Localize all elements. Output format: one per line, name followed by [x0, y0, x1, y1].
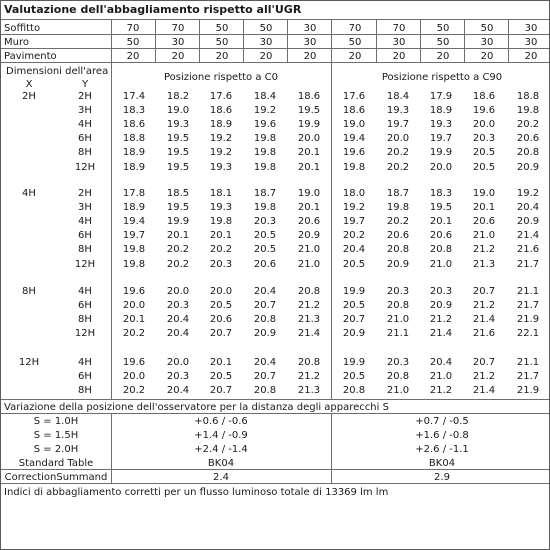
ugr-value-c90: 21.9	[516, 385, 540, 397]
ugr-value-c0: 19.8	[122, 258, 146, 270]
reflectance-value: 20	[392, 51, 406, 62]
grid-line-v	[420, 19, 421, 62]
ugr-value-c90: 20.3	[429, 286, 453, 297]
reflectance-value: 70	[348, 23, 362, 34]
footer-note: Indici di abbagliamento corretti per un flusso luminoso totale di 13369 lm lm	[4, 487, 389, 498]
ugr-value-c90: 19.7	[429, 133, 453, 145]
ugr-value-c90: 21.2	[472, 244, 496, 256]
ugr-value-c0: 20.4	[166, 385, 190, 397]
grid-line-v	[111, 62, 112, 399]
ugr-value-c0: 20.8	[297, 357, 321, 368]
ugr-value-c0: 20.1	[297, 202, 321, 214]
ugr-value-c0: 20.8	[297, 286, 321, 297]
ugr-value-c90: 18.4	[386, 91, 410, 102]
grid-line-v	[199, 19, 200, 62]
ugr-value-c0: 20.1	[297, 161, 321, 173]
ugr-value-c0: 19.6	[253, 119, 277, 131]
standard-table-c90: BK04	[428, 458, 456, 469]
group-x-label: 12H	[18, 357, 40, 368]
ugr-value-c90: 21.2	[429, 314, 453, 326]
ugr-value-c90: 21.0	[386, 314, 410, 326]
ugr-value-c90: 20.4	[429, 357, 453, 368]
ugr-value-c90: 20.7	[472, 357, 496, 368]
ugr-value-c0: 19.5	[297, 105, 321, 117]
ugr-value-c90: 20.4	[342, 244, 366, 256]
reflectance-label: Pavimento	[4, 51, 57, 62]
reflectance-value: 20	[215, 51, 229, 62]
ugr-value-c90: 18.0	[342, 188, 366, 199]
ugr-value-c0: 20.5	[253, 230, 277, 242]
ugr-value-c0: 20.7	[253, 300, 277, 312]
ugr-value-c0: 21.4	[297, 328, 321, 340]
reflectance-value: 20	[480, 51, 494, 62]
ugr-value-c0: 18.9	[122, 202, 146, 214]
ugr-value-c90: 20.2	[386, 216, 410, 228]
ugr-value-c90: 20.6	[386, 230, 410, 242]
ugr-value-c90: 21.4	[429, 328, 453, 340]
grid-line-v	[376, 19, 377, 62]
ugr-value-c90: 19.4	[342, 133, 366, 145]
ugr-value-c90: 21.6	[516, 244, 540, 256]
ugr-value-c0: 21.3	[297, 385, 321, 397]
grid-line-v	[331, 413, 332, 483]
ugr-value-c0: 20.0	[166, 286, 190, 297]
ugr-value-c0: 19.8	[253, 202, 277, 214]
variation-c90: +0.7 / -0.5	[415, 416, 469, 427]
reflectance-label: Soffitto	[4, 23, 41, 34]
ugr-value-c90: 20.8	[386, 300, 410, 312]
ugr-value-c0: 19.8	[253, 161, 277, 173]
ugr-value-c0: 20.7	[209, 385, 233, 397]
ugr-value-c0: 20.2	[209, 244, 233, 256]
grid-line-h	[1, 413, 549, 414]
ugr-value-c90: 20.8	[516, 147, 540, 159]
grid-line-v	[111, 413, 112, 483]
ugr-value-c90: 21.2	[472, 300, 496, 312]
ugr-value-c0: 20.0	[297, 133, 321, 145]
ugr-value-c0: 21.0	[297, 244, 321, 256]
ugr-value-c90: 20.9	[386, 258, 410, 270]
ugr-value-c90: 19.2	[342, 202, 366, 214]
ugr-value-c90: 21.0	[472, 230, 496, 242]
ugr-value-c90: 20.6	[516, 133, 540, 145]
ugr-value-c0: 20.0	[209, 286, 233, 297]
ugr-value-c0: 20.6	[209, 314, 233, 326]
ugr-value-c0: 20.3	[166, 300, 190, 312]
ugr-value-c0: 17.6	[209, 91, 233, 102]
row-y-label: 6H	[78, 133, 92, 145]
ugr-value-c0: 20.1	[166, 230, 190, 242]
grid-line-v	[331, 19, 332, 62]
ugr-value-c0: 20.2	[166, 258, 190, 270]
row-y-label: 6H	[78, 230, 92, 242]
ugr-value-c0: 21.2	[297, 300, 321, 312]
ugr-value-c90: 20.9	[342, 328, 366, 340]
row-y-label: 8H	[78, 314, 92, 326]
ugr-value-c0: 19.5	[166, 133, 190, 145]
ugr-value-c90: 20.2	[342, 230, 366, 242]
ugr-value-c0: 19.9	[166, 216, 190, 228]
ugr-value-c0: 20.0	[122, 371, 146, 383]
group-x-label: 2H	[22, 91, 36, 102]
ugr-value-c0: 20.8	[253, 385, 277, 397]
ugr-value-c0: 20.4	[166, 328, 190, 340]
ugr-value-c0: 19.0	[297, 188, 321, 199]
ugr-value-c0: 18.5	[166, 188, 190, 199]
ugr-value-c90: 21.3	[472, 258, 496, 270]
ugr-value-c90: 19.8	[386, 202, 410, 214]
area-dimensions-label: Dimensioni dell'area	[6, 66, 109, 77]
x-axis-label: X	[25, 79, 33, 90]
reflectance-value: 20	[126, 51, 140, 62]
ugr-value-c90: 19.0	[472, 188, 496, 199]
variation-c0: +2.4 / -1.4	[194, 444, 248, 455]
variation-c0: +0.6 / -0.6	[194, 416, 248, 427]
ugr-value-c0: 19.5	[166, 161, 190, 173]
spacing-label: S = 1.0H	[33, 416, 79, 427]
ugr-value-c90: 20.0	[429, 161, 453, 173]
reflectance-value: 30	[171, 37, 185, 48]
ugr-value-c90: 19.2	[516, 188, 540, 199]
ugr-value-c0: 20.3	[253, 216, 277, 228]
c90-position-label: Posizione rispetto a C90	[381, 72, 503, 83]
grid-line-h	[1, 48, 549, 49]
y-axis-label: Y	[81, 79, 89, 90]
ugr-value-c0: 21.3	[297, 314, 321, 326]
grid-line-v	[508, 19, 509, 62]
ugr-value-c90: 20.9	[516, 216, 540, 228]
row-y-label: 12H	[74, 258, 96, 270]
ugr-value-c90: 21.7	[516, 258, 540, 270]
grid-line-v	[331, 62, 332, 399]
grid-line-v	[464, 19, 465, 62]
ugr-value-c0: 20.4	[253, 286, 277, 297]
row-y-label: 4H	[78, 286, 92, 297]
ugr-value-c90: 20.9	[429, 300, 453, 312]
ugr-value-c0: 20.9	[253, 328, 277, 340]
ugr-value-c90: 19.7	[342, 216, 366, 228]
row-y-label: 3H	[78, 202, 92, 214]
row-y-label: 12H	[74, 328, 96, 340]
ugr-value-c90: 21.4	[472, 385, 496, 397]
grid-line-v	[111, 19, 112, 62]
row-y-label: 8H	[78, 385, 92, 397]
reflectance-value: 50	[480, 23, 494, 34]
ugr-value-c90: 20.0	[386, 133, 410, 145]
row-y-label: 2H	[78, 91, 92, 102]
reflectance-value: 50	[348, 37, 362, 48]
ugr-value-c0: 18.6	[209, 105, 233, 117]
ugr-value-c0: 18.6	[122, 119, 146, 131]
reflectance-value: 70	[126, 23, 140, 34]
ugr-value-c90: 21.4	[472, 314, 496, 326]
ugr-value-c90: 19.7	[386, 119, 410, 131]
ugr-value-c0: 19.9	[297, 119, 321, 131]
reflectance-value: 30	[392, 37, 406, 48]
ugr-value-c90: 20.1	[472, 202, 496, 214]
ugr-value-c0: 20.7	[253, 371, 277, 383]
ugr-value-c90: 19.9	[429, 147, 453, 159]
reflectance-value: 20	[524, 51, 538, 62]
ugr-value-c0: 20.4	[166, 314, 190, 326]
standard-table-c0: BK04	[207, 458, 235, 469]
ugr-value-c0: 20.6	[297, 216, 321, 228]
ugr-value-c90: 20.6	[472, 216, 496, 228]
grid-line-v	[287, 19, 288, 62]
ugr-value-c0: 19.2	[253, 105, 277, 117]
reflectance-label: Muro	[4, 37, 29, 48]
spacing-label: S = 2.0H	[33, 444, 79, 455]
ugr-value-c90: 21.6	[472, 328, 496, 340]
ugr-value-c0: 20.9	[297, 230, 321, 242]
ugr-value-c0: 18.2	[166, 91, 190, 102]
ugr-value-c0: 19.8	[253, 147, 277, 159]
reflectance-value: 20	[259, 51, 273, 62]
reflectance-value: 30	[303, 37, 317, 48]
ugr-value-c0: 20.0	[166, 357, 190, 368]
grid-line-v	[155, 19, 156, 62]
ugr-value-c90: 19.5	[429, 202, 453, 214]
ugr-value-c0: 20.5	[209, 371, 233, 383]
ugr-value-c90: 19.9	[342, 286, 366, 297]
ugr-value-c90: 20.8	[386, 244, 410, 256]
ugr-value-c90: 18.9	[429, 105, 453, 117]
ugr-value-c90: 19.6	[342, 147, 366, 159]
correction-summand-c90: 2.9	[434, 472, 450, 483]
ugr-value-c0: 20.1	[209, 230, 233, 242]
row-y-label: 8H	[78, 147, 92, 159]
ugr-value-c0: 20.2	[122, 328, 146, 340]
reflectance-value: 30	[259, 37, 273, 48]
ugr-value-c90: 20.5	[342, 258, 366, 270]
ugr-value-c90: 21.7	[516, 300, 540, 312]
ugr-value-c90: 20.5	[342, 300, 366, 312]
variation-label: Variazione della posizione dell'osservatore per la distanza degli apparecchi S	[4, 402, 389, 413]
ugr-value-c90: 19.3	[429, 119, 453, 131]
ugr-value-c0: 20.5	[253, 244, 277, 256]
ugr-value-c0: 19.8	[253, 133, 277, 145]
ugr-value-c0: 18.1	[209, 188, 233, 199]
ugr-value-c0: 20.3	[209, 258, 233, 270]
row-y-label: 8H	[78, 244, 92, 256]
ugr-value-c0: 19.6	[122, 286, 146, 297]
reflectance-value: 50	[436, 23, 450, 34]
ugr-value-c0: 17.8	[122, 188, 146, 199]
row-y-label: 6H	[78, 300, 92, 312]
ugr-value-c0: 19.2	[209, 147, 233, 159]
ugr-value-c90: 21.4	[516, 230, 540, 242]
ugr-value-c0: 20.1	[122, 314, 146, 326]
ugr-value-c90: 19.3	[386, 105, 410, 117]
ugr-value-c0: 19.8	[122, 244, 146, 256]
ugr-value-c90: 20.1	[429, 216, 453, 228]
ugr-value-c0: 18.7	[253, 188, 277, 199]
ugr-value-c0: 20.0	[122, 300, 146, 312]
ugr-value-c90: 19.8	[516, 105, 540, 117]
ugr-value-c0: 21.2	[297, 371, 321, 383]
reflectance-value: 30	[480, 37, 494, 48]
ugr-value-c90: 19.6	[472, 105, 496, 117]
ugr-value-c0: 20.8	[253, 314, 277, 326]
ugr-value-c90: 21.2	[429, 385, 453, 397]
ugr-value-c0: 20.2	[122, 385, 146, 397]
ugr-value-c0: 19.0	[166, 105, 190, 117]
ugr-value-c90: 21.0	[429, 371, 453, 383]
table-title: Valutazione dell'abbagliamento rispetto all'UGR	[4, 3, 302, 16]
ugr-value-c90: 20.5	[342, 371, 366, 383]
reflectance-value: 20	[348, 51, 362, 62]
spacing-label: S = 1.5H	[33, 430, 79, 441]
group-x-label: 8H	[22, 286, 36, 297]
row-y-label: 3H	[78, 105, 92, 117]
ugr-value-c90: 20.8	[429, 244, 453, 256]
grid-line-v	[243, 19, 244, 62]
ugr-value-c0: 20.2	[166, 244, 190, 256]
ugr-value-c0: 18.9	[122, 147, 146, 159]
row-y-label: 6H	[78, 371, 92, 383]
grid-line-h	[1, 62, 549, 63]
ugr-value-c0: 20.1	[297, 147, 321, 159]
ugr-value-c90: 20.8	[342, 385, 366, 397]
ugr-value-c90: 17.6	[342, 91, 366, 102]
ugr-value-c90: 20.2	[386, 147, 410, 159]
ugr-value-c90: 18.7	[386, 188, 410, 199]
ugr-value-c0: 21.0	[297, 258, 321, 270]
ugr-value-c0: 18.6	[297, 91, 321, 102]
grid-line-h	[1, 469, 549, 470]
ugr-value-c90: 20.7	[472, 286, 496, 297]
ugr-value-c0: 19.3	[209, 202, 233, 214]
ugr-value-c90: 21.9	[516, 314, 540, 326]
ugr-value-c0: 19.5	[166, 202, 190, 214]
grid-line-h	[1, 483, 549, 484]
ugr-value-c0: 20.7	[209, 328, 233, 340]
reflectance-value: 50	[215, 23, 229, 34]
ugr-value-c0: 19.6	[122, 357, 146, 368]
row-y-label: 4H	[78, 357, 92, 368]
ugr-value-c90: 21.0	[429, 258, 453, 270]
grid-line-h	[1, 19, 549, 20]
correction-summand-label: CorrectionSummand	[4, 472, 108, 483]
ugr-value-c90: 19.8	[342, 161, 366, 173]
ugr-value-c0: 19.2	[209, 133, 233, 145]
ugr-value-c90: 18.6	[342, 105, 366, 117]
ugr-value-c90: 20.2	[516, 119, 540, 131]
ugr-value-c90: 18.6	[472, 91, 496, 102]
row-y-label: 12H	[74, 161, 96, 173]
ugr-value-c0: 18.9	[209, 119, 233, 131]
reflectance-value: 30	[303, 23, 317, 34]
ugr-value-c0: 20.5	[209, 300, 233, 312]
ugr-value-c90: 21.1	[516, 286, 540, 297]
ugr-value-c0: 19.5	[166, 147, 190, 159]
c0-position-label: Posizione rispetto a C0	[164, 72, 278, 83]
variation-c90: +1.6 / -0.8	[415, 430, 469, 441]
reflectance-value: 30	[524, 37, 538, 48]
ugr-value-c90: 20.5	[472, 147, 496, 159]
ugr-value-c90: 20.7	[342, 314, 366, 326]
ugr-value-c90: 20.4	[516, 202, 540, 214]
ugr-value-c0: 17.4	[122, 91, 146, 102]
ugr-value-c90: 19.0	[342, 119, 366, 131]
ugr-value-c0: 18.3	[122, 105, 146, 117]
group-x-label: 4H	[22, 188, 36, 199]
ugr-value-c90: 20.0	[472, 119, 496, 131]
ugr-value-c0: 20.6	[253, 258, 277, 270]
ugr-value-c0: 18.4	[253, 91, 277, 102]
variation-c90: +2.6 / -1.1	[415, 444, 469, 455]
ugr-value-c0: 20.1	[209, 357, 233, 368]
ugr-value-c90: 18.8	[516, 91, 540, 102]
ugr-value-c90: 20.8	[386, 371, 410, 383]
ugr-value-c0: 18.8	[122, 133, 146, 145]
ugr-value-c0: 20.3	[166, 371, 190, 383]
variation-c0: +1.4 / -0.9	[194, 430, 248, 441]
ugr-value-c0: 19.3	[166, 119, 190, 131]
reflectance-value: 50	[126, 37, 140, 48]
row-y-label: 4H	[78, 119, 92, 131]
ugr-value-c0: 18.9	[122, 161, 146, 173]
reflectance-value: 50	[215, 37, 229, 48]
ugr-value-c0: 19.3	[209, 161, 233, 173]
reflectance-value: 20	[303, 51, 317, 62]
ugr-value-c90: 20.2	[386, 161, 410, 173]
correction-summand-c0: 2.4	[213, 472, 229, 483]
reflectance-value: 50	[436, 37, 450, 48]
ugr-value-c90: 21.1	[386, 328, 410, 340]
ugr-value-c90: 20.6	[429, 230, 453, 242]
ugr-value-c90: 20.3	[386, 286, 410, 297]
ugr-value-c90: 20.3	[472, 133, 496, 145]
reflectance-value: 70	[392, 23, 406, 34]
ugr-value-c90: 21.0	[386, 385, 410, 397]
reflectance-value: 50	[259, 23, 273, 34]
row-y-label: 2H	[78, 188, 92, 199]
ugr-value-c90: 19.9	[342, 357, 366, 368]
ugr-value-c90: 20.3	[386, 357, 410, 368]
ugr-value-c0: 20.4	[253, 357, 277, 368]
ugr-value-c90: 22.1	[516, 328, 540, 340]
reflectance-value: 20	[436, 51, 450, 62]
reflectance-value: 70	[171, 23, 185, 34]
ugr-value-c90: 21.1	[516, 357, 540, 368]
ugr-value-c90: 21.2	[472, 371, 496, 383]
ugr-value-c90: 20.5	[472, 161, 496, 173]
ugr-value-c90: 18.3	[429, 188, 453, 199]
ugr-value-c0: 19.8	[209, 216, 233, 228]
ugr-value-c0: 19.7	[122, 230, 146, 242]
reflectance-value: 30	[524, 23, 538, 34]
grid-line-h	[1, 399, 549, 400]
ugr-value-c90: 21.7	[516, 371, 540, 383]
ugr-value-c90: 17.9	[429, 91, 453, 102]
grid-line-h	[1, 34, 549, 35]
ugr-value-c90: 20.9	[516, 161, 540, 173]
row-y-label: 4H	[78, 216, 92, 228]
standard-table-label: Standard Table	[18, 458, 94, 469]
reflectance-value: 20	[171, 51, 185, 62]
ugr-value-c0: 19.4	[122, 216, 146, 228]
